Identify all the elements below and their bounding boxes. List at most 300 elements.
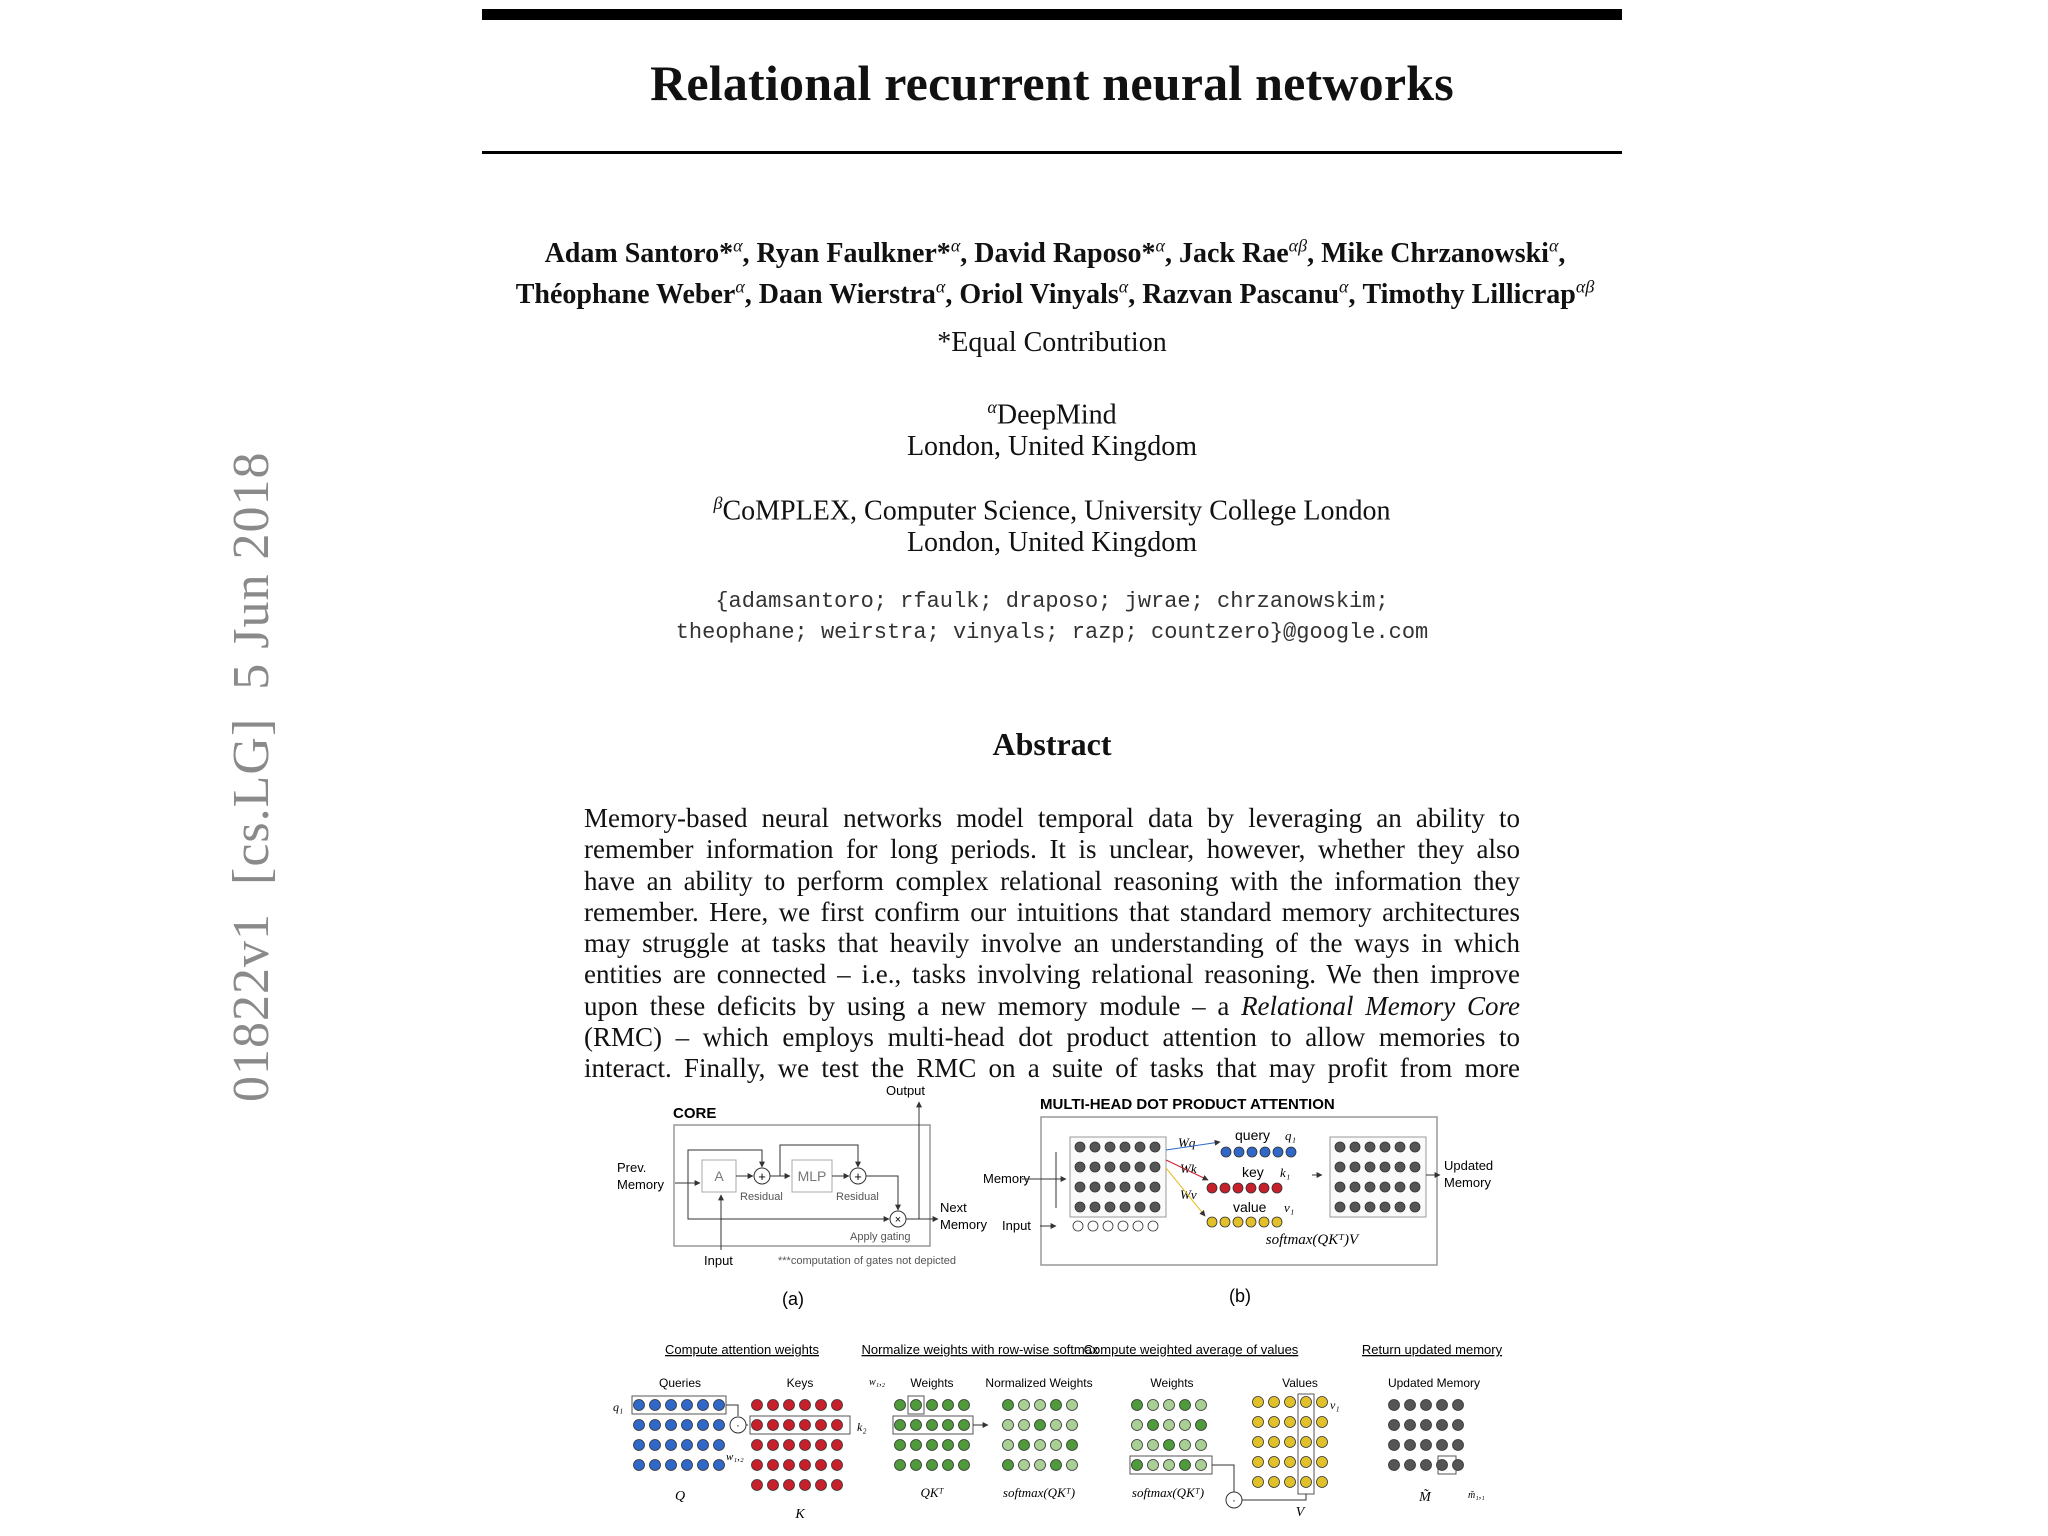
matrix-dot [698,1400,709,1411]
matrix-dot [666,1440,677,1451]
matrix-dot [927,1420,938,1431]
matrix-dot [1019,1440,1030,1451]
matrix-dot [1075,1162,1085,1172]
matrix-dot [1135,1182,1145,1192]
matrix-dot [1196,1400,1207,1411]
matrix-dot [1221,1147,1231,1157]
matrix-dot [1350,1182,1360,1192]
wk-label: Wk [1180,1161,1197,1176]
matrix-dot [1453,1400,1464,1411]
matrix-dot [1365,1202,1375,1212]
abstract-line: (RMC) – which employs multi-head dot product attention to allow memories to [584,1022,1520,1053]
matrix-dot [800,1400,811,1411]
author-emails: {adamsantoro; rfaulk; draposo; jwrae; chrzanowskim; theophane; weirstra; vinyals; razp; countzero}@google.com [675,589,1429,645]
query-label: query [1235,1127,1271,1143]
mlp-box-label: MLP [797,1168,827,1184]
matrix-dot [1437,1400,1448,1411]
matrix-dot [1301,1397,1312,1408]
matrix-dot [784,1480,795,1491]
matrix-dot [1259,1183,1269,1193]
Q-label: Q [674,1489,686,1504]
matrix-dot [1105,1162,1115,1172]
matrix-dot [832,1460,843,1471]
matrix-dot [1335,1162,1345,1172]
matrix-dot [682,1420,693,1431]
matrix-dot [1105,1202,1115,1212]
output-label: Output [886,1083,926,1098]
matrix-dot [1365,1182,1375,1192]
a-box-label: A [714,1168,724,1184]
matrix-dot [1120,1202,1130,1212]
softmax-qkt-label: softmax(QKᵀ) [1002,1485,1076,1500]
matrix-dot [1246,1217,1256,1227]
matrix-dot [1410,1162,1420,1172]
abstract-line: Memory-based neural networks model temporal data by leveraging an ability to [584,803,1520,833]
matrix-dot [682,1460,693,1471]
w12-label: w₁,₂ [726,1451,744,1463]
matrix-dot [768,1420,779,1431]
matrix-dot [1380,1162,1390,1172]
matrix-dot [1207,1217,1217,1227]
matrix-dot [1196,1440,1207,1451]
matrix-dot [1150,1162,1160,1172]
matrix-dot [1301,1457,1312,1468]
matrix-dot [698,1420,709,1431]
normalized-weights-label: Normalized Weights [985,1376,1093,1390]
matrix-dot [1437,1420,1448,1431]
matrix-dot [1003,1420,1014,1431]
matrix-dot [1003,1400,1014,1411]
matrix-dot [1285,1417,1296,1428]
abstract-line: upon these deficits by using a new memory module – a Relational Memory Core [584,990,1520,1021]
matrix-dot [895,1400,906,1411]
matrix-dot [1405,1440,1416,1451]
svg-text:·: · [1232,1495,1236,1507]
matrix-dot [752,1480,763,1491]
matrix-dot [1365,1142,1375,1152]
softmax-qkt-label-2: softmax(QKᵀ) [1131,1485,1205,1500]
prev-memory-label: Memory [617,1177,664,1192]
K-label: K [795,1507,805,1522]
matrix-dot [1132,1460,1143,1471]
values-label: Values [1282,1376,1318,1390]
matrix-dot [666,1400,677,1411]
matrix-dot [1035,1440,1046,1451]
matrix-dot [1350,1142,1360,1152]
qkt-label: QKᵀ [920,1485,944,1500]
abstract-line: entities are connected – i.e., tasks involving relational reasoning. We then improve [584,959,1520,990]
attention-steps-diagram [613,1342,1503,1522]
author: Théophane Weber$^\alpha$, [515,276,759,310]
matrix-dot [1090,1182,1100,1192]
matrix-dot [1019,1420,1030,1431]
matrix-dot [1269,1397,1280,1408]
matrix-dot [1285,1437,1296,1448]
matrix-dot [1453,1460,1464,1471]
step-4-title: Return updated memory [1361,1342,1503,1357]
author: Jack Rae$^{\alpha\beta}$, [1178,236,1322,270]
abstract-heading: Abstract [992,726,1112,762]
matrix-dot [1421,1460,1432,1471]
V-label: V [1295,1505,1305,1520]
affiliation-ucl: $^\beta$CoMPLEX, Computer Science, University College London London, United Kingdom [713,493,1391,559]
next-memory-label: Memory [940,1217,987,1232]
matrix-dot [1133,1221,1143,1231]
matrix-dot [784,1400,795,1411]
m11-label: m̃₁,₁ [1468,1490,1485,1501]
matrix-dot [832,1400,843,1411]
matrix-dot [1301,1417,1312,1428]
updated-memory-label: Updated [1444,1158,1494,1173]
matrix-dot [1317,1437,1328,1448]
matrix-dot [682,1440,693,1451]
matrix-dot [1301,1477,1312,1488]
matrix-dot [784,1420,795,1431]
matrix-dot [911,1420,922,1431]
matrix-dot [1051,1400,1062,1411]
matrix-dot [1301,1437,1312,1448]
matrix-dot [1421,1440,1432,1451]
matrix-dot [1090,1142,1100,1152]
updated-memory-label-2: Updated Memory [1387,1376,1481,1390]
matrix-dot [816,1400,827,1411]
abstract-line: may struggle at tasks that heavily involve an understanding of the ways in which [584,928,1520,959]
abstract-line: remember. Here, we first confirm our intuitions that standard memory architectures [584,896,1520,927]
matrix-dot [1269,1477,1280,1488]
matrix-dot [800,1460,811,1471]
matrix-dot [1051,1440,1062,1451]
matrix-dot [959,1460,970,1471]
matrix-dot [1120,1142,1130,1152]
matrix-dot [1380,1202,1390,1212]
matrix-dot [1285,1477,1296,1488]
wv-label: Wv [1180,1187,1197,1202]
matrix-dot [1150,1182,1160,1192]
matrix-dot [959,1400,970,1411]
weights-label-2: Weights [1150,1376,1194,1390]
matrix-dot [1380,1142,1390,1152]
matrix-dot [1389,1400,1400,1411]
author: Razvan Pascanu$^\alpha$, [1142,276,1363,310]
matrix-dot [1019,1460,1030,1471]
matrix-dot [1067,1460,1078,1471]
matrix-dot [1410,1202,1420,1212]
matrix-dot [1051,1460,1062,1471]
matrix-dot [1285,1457,1296,1468]
matrix-dot [1272,1183,1282,1193]
abstract-line: remember information for long periods. It is unclear, however, whether they also [584,834,1520,865]
affiliation-deepmind: $^\alpha$DeepMind London, United Kingdom [906,397,1198,463]
matrix-dot [1118,1221,1128,1231]
svg-text:×: × [894,1214,902,1226]
matrix-dot [1164,1400,1175,1411]
core-label: CORE [673,1105,717,1122]
matrix-dot [1090,1202,1100,1212]
matrix-dot [634,1440,645,1451]
matrix-dot [1105,1182,1115,1192]
memory-label: Memory [983,1171,1030,1186]
author: Daan Wierstra$^\alpha$, [758,276,960,310]
matrix-dot [752,1420,763,1431]
author: David Raposo*$^\alpha$, [974,236,1179,270]
weights-label: Weights [910,1376,954,1390]
value-label: value [1233,1199,1267,1215]
matrix-dot [1253,1457,1264,1468]
step-2-title: Normalize weights with row-wise softmax [861,1342,1099,1357]
matrix-dot [816,1420,827,1431]
matrix-dot [1132,1440,1143,1451]
matrix-dot [943,1440,954,1451]
matrix-dot [1220,1183,1230,1193]
author: Timothy Lillicrap$^{\alpha\beta}$ [1362,276,1595,310]
matrix-dot [800,1440,811,1451]
matrix-dot [784,1460,795,1471]
core-diagram [617,1083,987,1309]
matrix-dot [832,1480,843,1491]
k1-label: k₁ [1280,1165,1291,1180]
matrix-dot [1259,1217,1269,1227]
matrix-dot [1148,1460,1159,1471]
gates-note: ***computation of gates not depicted [778,1255,956,1267]
matrix-dot [1135,1142,1145,1152]
matrix-dot [1253,1437,1264,1448]
abstract-line: have an ability to perform complex relational reasoning with the information they [584,865,1520,896]
v1-label-c: v₁ [1330,1398,1340,1412]
matrix-dot [634,1420,645,1431]
matrix-dot [1405,1400,1416,1411]
matrix-dot [1067,1420,1078,1431]
matrix-dot [1421,1400,1432,1411]
matrix-dot [1335,1202,1345,1212]
matrix-dot [1260,1147,1270,1157]
matrix-dot [911,1400,922,1411]
matrix-dot [650,1440,661,1451]
matrix-dot [1389,1440,1400,1451]
matrix-dot [714,1460,725,1471]
wq-label: Wq [1178,1135,1196,1150]
matrix-dot [698,1440,709,1451]
matrix-dot [1253,1477,1264,1488]
matrix-dot [1035,1420,1046,1431]
matrix-dot [959,1440,970,1451]
input-dots [1073,1221,1158,1231]
matrix-dot [927,1440,938,1451]
matrix-dot [1247,1147,1257,1157]
matrix-dot [1234,1147,1244,1157]
apply-gating-label: Apply gating [850,1231,911,1243]
matrix-dot [927,1400,938,1411]
matrix-dot [1286,1147,1296,1157]
matrix-dot [1380,1182,1390,1192]
matrix-dot [1073,1221,1083,1231]
matrix-dot [1075,1142,1085,1152]
matrix-dot [768,1480,779,1491]
matrix-dot [752,1440,763,1451]
caption-a: (a) [782,1289,804,1309]
matrix-dot [943,1420,954,1431]
matrix-dot [752,1400,763,1411]
matrix-dot [1148,1420,1159,1431]
matrix-dot [943,1400,954,1411]
matrix-dot [1120,1182,1130,1192]
matrix-dot [1233,1217,1243,1227]
v1-label: v₁ [1284,1200,1295,1215]
matrix-dot [768,1440,779,1451]
matrix-dot [1075,1202,1085,1212]
query-row-box [632,1396,726,1414]
step-1-title: Compute attention weights [665,1342,819,1357]
matrix-dot [1395,1162,1405,1172]
author: Adam Santoro*$^\alpha$, [544,236,757,270]
matrix-dot [1269,1417,1280,1428]
matrix-dot [650,1460,661,1471]
matrix-dot [1395,1142,1405,1152]
queries-label: Queries [658,1376,702,1390]
matrix-dot [816,1460,827,1471]
key-label: key [1242,1164,1264,1180]
arxiv-stamp: 01822v1 [cs.LG] 5 Jun 2018 [223,451,280,1102]
matrix-dot [682,1400,693,1411]
qkv-dots [1207,1147,1296,1227]
matrix-dot [1067,1400,1078,1411]
matrix-dot [1273,1147,1283,1157]
mhdpa-diagram [983,1096,1493,1306]
matrix-dot [634,1460,645,1471]
matrix-dot [1272,1217,1282,1227]
matrix-dot [1389,1460,1400,1471]
matrix-dot [1150,1142,1160,1152]
matrix-dot [1164,1460,1175,1471]
input-label: Input [704,1253,733,1268]
matrix-dot [1150,1202,1160,1212]
matrix-dot [1437,1460,1448,1471]
matrix-dot [1269,1457,1280,1468]
input-b-label: Input [1002,1218,1031,1233]
matrix-dot [943,1460,954,1471]
matrix-dot [1180,1400,1191,1411]
next-memory-label: Next [940,1200,967,1215]
matrix-dot [1075,1182,1085,1192]
matrix-dot [1035,1400,1046,1411]
matrix-dot [1253,1417,1264,1428]
matrix-dot [1395,1202,1405,1212]
matrix-dot [1180,1440,1191,1451]
matrix-dot [1365,1162,1375,1172]
matrix-dot [1051,1420,1062,1431]
matrix-dot [752,1460,763,1471]
matrix-dot [1003,1440,1014,1451]
matrix-dot [1405,1420,1416,1431]
matrix-dot [1317,1397,1328,1408]
step-3-title: Compute weighted average of values [1083,1342,1299,1357]
matrix-dot [1148,1221,1158,1231]
m-tilde-label: M̃ [1419,1490,1431,1505]
matrix-dot [911,1440,922,1451]
matrix-dot [1350,1202,1360,1212]
matrix-dot [768,1460,779,1471]
matrix-dot [895,1460,906,1471]
matrix-dot [832,1440,843,1451]
q1-label: q₁ [1285,1128,1297,1143]
paper-title: Relational recurrent neural networks [650,55,1454,111]
matrix-dot [1246,1183,1256,1193]
matrix-dot [1135,1202,1145,1212]
matrix-dot [1196,1420,1207,1431]
matrix-dot [1164,1440,1175,1451]
svg-text:·: · [736,1420,740,1432]
matrix-dot [1120,1162,1130,1172]
matrix-dot [634,1400,645,1411]
matrix-dot [1410,1182,1420,1192]
matrix-dot [1003,1460,1014,1471]
matrix-dot [1105,1142,1115,1152]
matrix-dot [1437,1440,1448,1451]
matrix-dot [800,1480,811,1491]
caption-b: (b) [1229,1286,1251,1306]
matrix-dot [1103,1221,1113,1231]
matrix-dot [1035,1460,1046,1471]
author: Oriol Vinyals$^\alpha$, [959,276,1143,310]
matrix-dot [1253,1397,1264,1408]
matrix-dot [1405,1460,1416,1471]
matrix-dot [959,1420,970,1431]
matrix-dot [1220,1217,1230,1227]
matrix-dot [832,1420,843,1431]
matrix-dot [895,1440,906,1451]
matrix-dot [1269,1437,1280,1448]
matrix-dot [650,1420,661,1431]
matrix-dot [816,1440,827,1451]
matrix-dot [1196,1460,1207,1471]
matrix-dot [1335,1142,1345,1152]
mhdpa-title: MULTI-HEAD DOT PRODUCT ATTENTION [1040,1096,1335,1113]
matrix-dot [714,1420,725,1431]
matrix-dot [1135,1162,1145,1172]
matrix-dot [1132,1420,1143,1431]
matrix-dot [698,1460,709,1471]
matrix-dot [1317,1417,1328,1428]
matrix-dot [911,1460,922,1471]
matrix-dot [1410,1142,1420,1152]
matrix-dot [1350,1162,1360,1172]
svg-text:+: + [758,1169,766,1184]
matrix-dot [714,1440,725,1451]
matrix-dot [1207,1183,1217,1193]
matrix-dot [895,1420,906,1431]
matrix-dot [1453,1440,1464,1451]
matrix-dot [714,1400,725,1411]
matrix-dot [666,1420,677,1431]
q1-label-c: q₁ [613,1400,624,1414]
updated-memory-label: Memory [1444,1175,1491,1190]
matrix-dot [1090,1162,1100,1172]
matrix-dot [1389,1420,1400,1431]
matrix-dot [1335,1182,1345,1192]
matrix-dot [784,1440,795,1451]
matrix-dot [1453,1420,1464,1431]
matrix-dot [1317,1457,1328,1468]
svg-text:+: + [854,1169,862,1184]
k2-label: k₂ [857,1420,867,1434]
matrix-dot [1285,1397,1296,1408]
equal-contribution-note: *Equal Contribution [937,327,1167,358]
matrix-dot [927,1460,938,1471]
author: Mike Chrzanowski$^\alpha$, [1321,236,1566,270]
softmax-formula: softmax(QKᵀ)V [1265,1232,1359,1248]
matrix-dot [1317,1477,1328,1488]
w12-label-b: w₁,₂ [869,1377,886,1388]
abstract-line: interact. Finally, we test the RMC on a suite of tasks that may profit from more [584,1053,1520,1084]
